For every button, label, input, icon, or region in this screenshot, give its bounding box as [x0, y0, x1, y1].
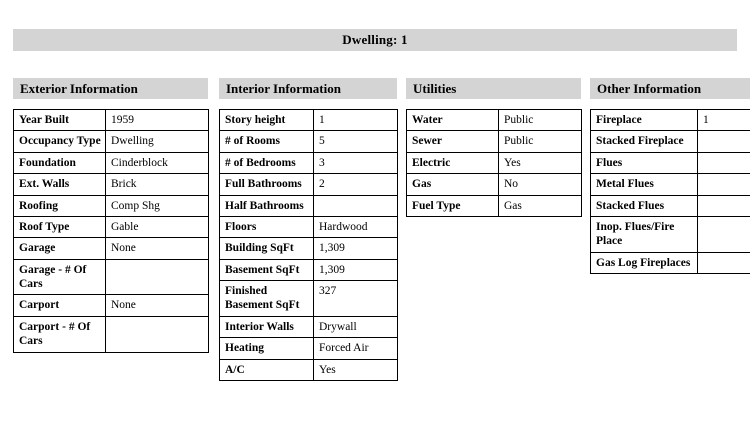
row-value [698, 252, 750, 273]
row-label: Occupancy Type [14, 131, 106, 152]
table-row [14, 131, 209, 152]
section-utilities [406, 78, 581, 381]
row-value [698, 216, 750, 252]
row-value [698, 174, 750, 195]
table-row [14, 195, 209, 216]
row-label: Sewer [407, 131, 499, 152]
row-value: 1,309 [314, 238, 398, 259]
row-label: Year Built [14, 110, 106, 131]
row-label: Story height [220, 110, 314, 131]
section-heading-interior: Interior Information [219, 78, 397, 99]
table-interior-information [219, 109, 398, 381]
table-row [407, 174, 582, 195]
row-value: Brick [106, 174, 209, 195]
row-value [698, 195, 750, 216]
row-label: Foundation [14, 152, 106, 173]
row-label: Electric [407, 152, 499, 173]
table-row [220, 216, 398, 237]
row-value: Gable [106, 216, 209, 237]
row-value: Public [499, 110, 582, 131]
table-row [14, 110, 209, 131]
row-label: Fuel Type [407, 195, 499, 216]
row-value: 1959 [106, 110, 209, 131]
row-value [698, 152, 750, 173]
row-value: Public [499, 131, 582, 152]
row-value: Dwelling [106, 131, 209, 152]
row-label: Carport [14, 295, 106, 316]
row-value: 1 [314, 110, 398, 131]
page-title-bar [13, 29, 737, 51]
table-row [591, 216, 750, 252]
table-row [220, 195, 398, 216]
row-label: Garage [14, 238, 106, 259]
table-row [407, 195, 582, 216]
row-label: Full Bathrooms [220, 174, 314, 195]
table-row [220, 131, 398, 152]
section-other-information [590, 78, 750, 381]
row-label: Ext. Walls [14, 174, 106, 195]
table-row [591, 174, 750, 195]
row-value: No [499, 174, 582, 195]
table-row [220, 238, 398, 259]
row-label: Stacked Flues [591, 195, 698, 216]
table-row [220, 338, 398, 359]
row-value [106, 316, 209, 352]
row-label: Water [407, 110, 499, 131]
table-other-information [590, 109, 750, 274]
sections-container [13, 78, 737, 381]
row-value: 1,309 [314, 259, 398, 280]
row-value: Yes [314, 359, 398, 380]
table-row [14, 174, 209, 195]
row-label: # of Bedrooms [220, 152, 314, 173]
table-row [14, 238, 209, 259]
table-row [220, 316, 398, 337]
table-utilities [406, 109, 582, 217]
row-value: Comp Shg [106, 195, 209, 216]
table-row [591, 195, 750, 216]
table-row [591, 152, 750, 173]
table-row [591, 131, 750, 152]
row-value: Hardwood [314, 216, 398, 237]
table-row [407, 131, 582, 152]
table-exterior-information [13, 109, 209, 353]
row-label: # of Rooms [220, 131, 314, 152]
table-row [14, 216, 209, 237]
row-label: Finished Basement SqFt [220, 281, 314, 317]
row-label: Floors [220, 216, 314, 237]
row-label: Basement SqFt [220, 259, 314, 280]
table-row [220, 359, 398, 380]
page-title: Dwelling: 1 [342, 32, 408, 47]
table-row [220, 174, 398, 195]
row-label: Roof Type [14, 216, 106, 237]
row-value: Cinderblock [106, 152, 209, 173]
row-value: 5 [314, 131, 398, 152]
row-label: Garage - # Of Cars [14, 259, 106, 295]
section-interior-information [219, 78, 397, 381]
table-row [407, 110, 582, 131]
section-heading-exterior: Exterior Information [13, 78, 208, 99]
row-label: Building SqFt [220, 238, 314, 259]
row-value: Forced Air [314, 338, 398, 359]
row-value: Gas [499, 195, 582, 216]
table-row [220, 110, 398, 131]
table-row [220, 259, 398, 280]
section-heading-other: Other Information [590, 78, 750, 99]
row-label: Interior Walls [220, 316, 314, 337]
row-label: Roofing [14, 195, 106, 216]
table-row [220, 152, 398, 173]
row-value: Yes [499, 152, 582, 173]
row-value: 1 [698, 110, 750, 131]
row-value [106, 259, 209, 295]
row-label: Fireplace [591, 110, 698, 131]
row-value: None [106, 295, 209, 316]
row-label: Inop. Flues/Fire Place [591, 216, 698, 252]
row-value: None [106, 238, 209, 259]
row-value: 2 [314, 174, 398, 195]
row-label: A/C [220, 359, 314, 380]
row-label: Stacked Fireplace [591, 131, 698, 152]
row-value [698, 131, 750, 152]
table-row [591, 252, 750, 273]
table-row [14, 316, 209, 352]
row-value [314, 195, 398, 216]
row-label: Flues [591, 152, 698, 173]
row-label: Metal Flues [591, 174, 698, 195]
row-label: Gas [407, 174, 499, 195]
table-row [407, 152, 582, 173]
row-label: Gas Log Fireplaces [591, 252, 698, 273]
row-value: 327 [314, 281, 398, 317]
row-value: Drywall [314, 316, 398, 337]
row-value: 3 [314, 152, 398, 173]
row-label: Half Bathrooms [220, 195, 314, 216]
table-row [14, 259, 209, 295]
table-row [220, 281, 398, 317]
table-row [14, 152, 209, 173]
section-exterior-information [13, 78, 208, 381]
row-label: Heating [220, 338, 314, 359]
row-label: Carport - # Of Cars [14, 316, 106, 352]
table-row [591, 110, 750, 131]
table-row [14, 295, 209, 316]
section-heading-utilities: Utilities [406, 78, 581, 99]
